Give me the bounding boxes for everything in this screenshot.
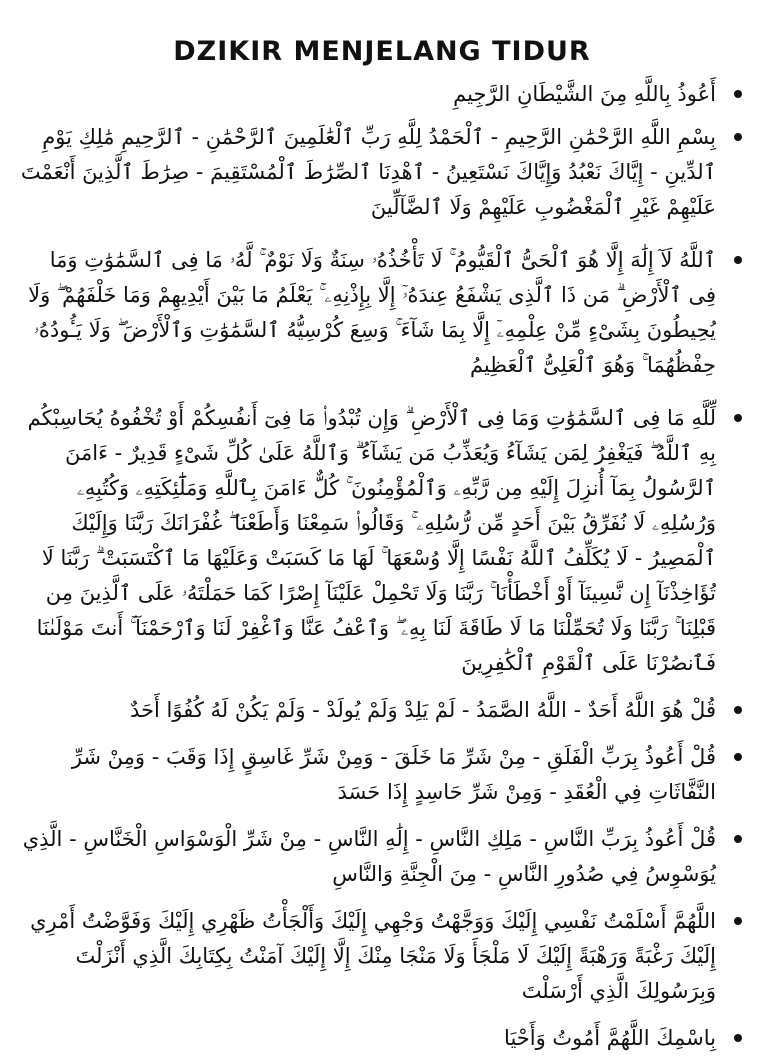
bullet-icon [734,835,742,843]
list-item [16,822,748,892]
list-item [16,243,748,383]
bullet-icon [734,1034,742,1042]
bullet-icon [734,90,742,98]
bullet-icon [734,133,742,141]
bullet-icon [734,706,742,714]
dhikr-text: اللَّهُمَّ أَسْلَمْتُ نَفْسِي إِلَيْكَ وَوَجَّهْتُ وَجْهِي إِلَيْكَ وَأَلْجَأْتُ ظَهْرِي إِلَيْكَ وَفَوَّضْتُ أَمْرِي إِلَيْكَ رَغْبَةً وَرَهْبَةً إِلَيْكَ لَا مَلْجَأَ وَلَا مَنْجَا مِنْكَ إِلَّا إِلَيْكَ آمَنْتُ بِكِتَابِكَ الَّذِي أَنْزَلْتَ وَبِرَسُولِكَ الَّذِي أَرْسَلْتَ [30,909,716,1003]
dhikr-text: بِاسْمِكَ اللَّهُمَّ أَمُوتُ وَأَحْيَا [504,1026,716,1050]
dhikr-text: قُلْ أَعُوذُ بِرَبِّ الْفَلَقِ - مِنْ شَرِّ مَا خَلَقَ - وَمِنْ شَرِّ غَاسِقٍ إِذَا وَقَبَ - وَمِنْ شَرِّ النَّفَّاثَاتِ فِي الْعُقَدِ - وَمِنْ شَرِّ حَاسِدٍ إِذَا حَسَدَ [71,745,716,804]
bullet-icon [734,753,742,761]
bullet-icon [734,256,742,264]
list-item [16,1021,748,1056]
list-item [16,693,748,728]
dhikr-text: بِسْمِ اللَّهِ الرَّحْمَٰنِ الرَّحِيمِ - ٱلْحَمْدُ لِلَّهِ رَبِّ ٱلْعَٰلَمِينَ ٱلرَّحْمَٰنِ - ٱلرَّحِيمِ مَٰلِكِ يَوْمِ ٱلدِّينِ - إِيَّاكَ نَعْبُدُ وَإِيَّاكَ نَسْتَعِينُ - ٱهْدِنَا ٱلصِّرَٰطَ ٱلْمُسْتَقِيمَ - صِرَٰطَ ٱلَّذِينَ أَنْعَمْتَ عَلَيْهِمْ غَيْرِ ٱلْمَغْضُوبِ عَلَيْهِمْ وَلَا ٱلضَّآلِّينَ [20,125,716,219]
list-item [16,401,748,681]
dhikr-list [16,77,748,1056]
bullet-icon [734,917,742,925]
dhikr-text: قُلْ أَعُوذُ بِرَبِّ النَّاسِ - مَلِكِ النَّاسِ - إِلَٰهِ النَّاسِ - مِنْ شَرِّ الْوَسْوَاسِ الْخَنَّاسِ - الَّذِي يُوَسْوِسُ فِي صُدُورِ النَّاسِ - مِنَ الْجِنَّةِ وَالنَّاسِ [22,827,716,886]
list-item [16,77,748,112]
list-item [16,904,748,1009]
list-item [16,120,748,225]
list-item [16,740,748,810]
dhikr-text: ٱللَّهُ لَآ إِلَٰهَ إِلَّا هُوَ ٱلْحَىُّ ٱلْقَيُّومُ ۚ لَا تَأْخُذُهُۥ سِنَةٌ وَلَا نَوْمٌ ۚ لَّهُۥ مَا فِى ٱلسَّمَٰوَٰتِ وَمَا فِى ٱلْأَرْضِ ۗ مَن ذَا ٱلَّذِى يَشْفَعُ عِندَهُۥٓ إِلَّا بِإِذْنِهِۦ ۚ يَعْلَمُ مَا بَيْنَ أَيْدِيهِمْ وَمَا خَلْفَهُمْ ۖ وَلَا يُحِيطُونَ بِشَىْءٍ مِّنْ عِلْمِهِۦٓ إِلَّا بِمَا شَآءَ ۚ وَسِعَ كُرْسِيُّهُ ٱلسَّمَٰوَٰتِ وَٱلْأَرْضَ ۖ وَلَا يَـُٔودُهُۥ حِفْظُهُمَا ۚ وَهُوَ ٱلْعَلِىُّ ٱلْعَظِيمُ [28,248,716,377]
page-title: DZIKIR MENJELANG TIDUR [173,36,591,67]
bullet-icon [734,414,742,422]
dhikr-text: أَعُوذُ بِاللَّهِ مِنَ الشَّيْطَانِ الرَّجِيمِ [453,82,716,106]
dhikr-text: قُلْ هُوَ اللَّهُ أَحَدٌ - اللَّهُ الصَّمَدُ - لَمْ يَلِدْ وَلَمْ يُولَدْ - وَلَمْ يَكُنْ لَهُ كُفُوًا أَحَدٌ [130,698,716,722]
dhikr-text: لِّلَّهِ مَا فِى ٱلسَّمَٰوَٰتِ وَمَا فِى ٱلْأَرْضِ ۗ وَإِن تُبْدُوا۟ مَا فِىٓ أَنفُسِكُمْ أَوْ تُخْفُوهُ يُحَاسِبْكُم بِهِ ٱللَّهُ ۖ فَيَغْفِرُ لِمَن يَشَآءُ وَيُعَذِّبُ مَن يَشَآءُ ۗ وَٱللَّهُ عَلَىٰ كُلِّ شَىْءٍ قَدِيرٌ - ءَامَنَ ٱلرَّسُولُ بِمَآ أُنزِلَ إِلَيْهِ مِن رَّبِّهِۦ وَٱلْمُؤْمِنُونَ ۚ كُلٌّ ءَامَنَ بِٱللَّهِ وَمَلَٰٓئِكَتِهِۦ وَكُتُبِهِۦ وَرُسُلِهِۦ لَا نُفَرِّقُ بَيْنَ أَحَدٍ مِّن رُّسُلِهِۦ ۚ وَقَالُوا۟ سَمِعْنَا وَأَطَعْنَا ۖ غُفْرَانَكَ رَبَّنَا وَإِلَيْكَ ٱلْمَصِيرُ - لَا يُكَلِّفُ ٱللَّهُ نَفْسًا إِلَّا وُسْعَهَا ۚ لَهَا مَا كَسَبَتْ وَعَلَيْهَا مَا ٱكْتَسَبَتْ ۗ رَبَّنَا لَا تُؤَاخِذْنَآ إِن نَّسِينَآ أَوْ أَخْطَأْنَا ۚ رَبَّنَا وَلَا تَحْمِلْ عَلَيْنَآ إِصْرًا كَمَا حَمَلْتَهُۥ عَلَى ٱلَّذِينَ مِن قَبْلِنَا ۚ رَبَّنَا وَلَا تُحَمِّلْنَا مَا لَا طَاقَةَ لَنَا بِهِۦ ۖ وَٱعْفُ عَنَّا وَٱغْفِرْ لَنَا وَٱرْحَمْنَآ ۚ أَنتَ مَوْلَىٰنَا فَٱنصُرْنَا عَلَى ٱلْقَوْمِ ٱلْكَٰفِرِينَ [27,406,716,675]
